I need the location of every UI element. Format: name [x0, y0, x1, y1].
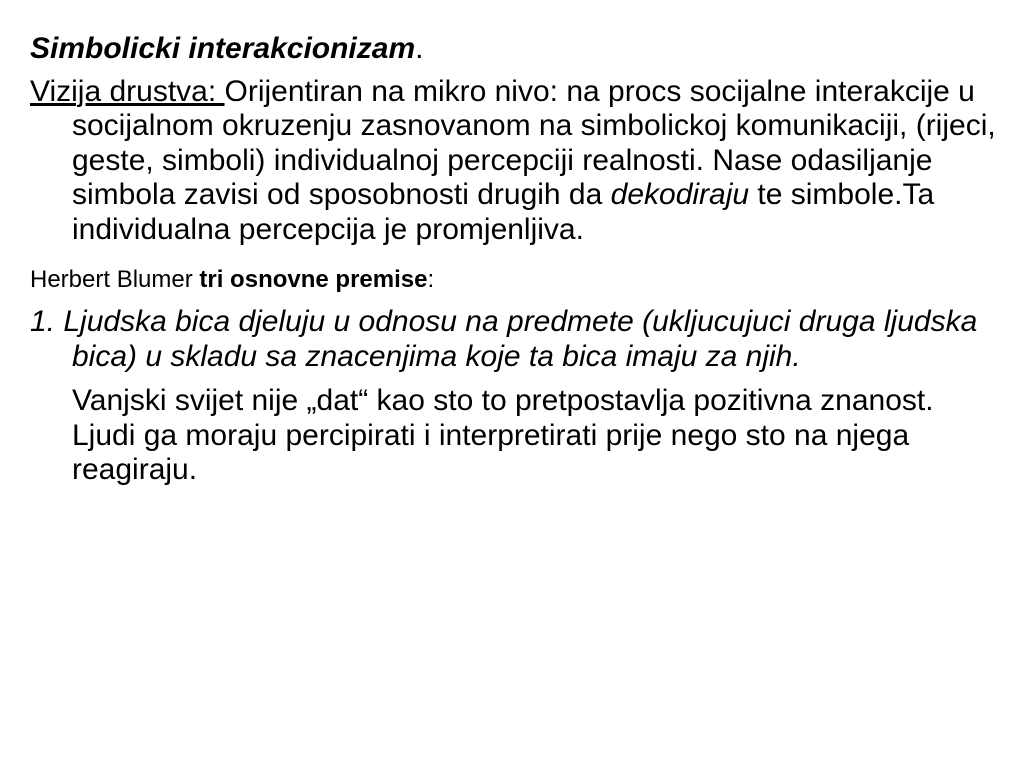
vision-text-part2: te simbole.Ta individualna percepcija je promjenljiva.: [72, 178, 935, 246]
vision-emphasis: dekodiraju: [610, 178, 750, 211]
blumer-name: Herbert Blumer: [30, 266, 200, 293]
vision-label: Vizija drustva:: [30, 74, 225, 108]
blumer-premises-label: tri osnovne premise: [199, 266, 428, 293]
vision-text-part1: Orijentiran na mikro nivo: na procs socijalne interakcije u socijalnom okruzenju zasnovanom na simbolickoj komunikaciji, (rijeci, geste, simboli) individualnoj percepciji realnosti. Nase odasiljanje simbola zavisi od sposobnosti drugih da: [72, 74, 996, 211]
blumer-colon: :: [427, 266, 435, 293]
heading-title: Simbolicki interakcionizam: [30, 32, 416, 65]
premise-1: 1. Ljudska bica djeluju u odnosu na predmete (ukljucujuci druga ljudska bica) u skladu sa znacenjima koje ta bica imaju za njih.: [30, 305, 978, 373]
heading-period: .: [415, 32, 424, 65]
slide-content: [30, 32, 1000, 488]
premise-1-explanation: Vanjski svijet nije „dat“ kao sto to pretpostavlja pozitivna znanost. Ljudi ga moraju percipirati i interpretirati prije nego sto na njega reagiraju.: [72, 384, 934, 486]
vision-paragraph: [30, 75, 1000, 248]
slide-heading: [30, 32, 1000, 67]
blumer-line: [30, 265, 1000, 295]
